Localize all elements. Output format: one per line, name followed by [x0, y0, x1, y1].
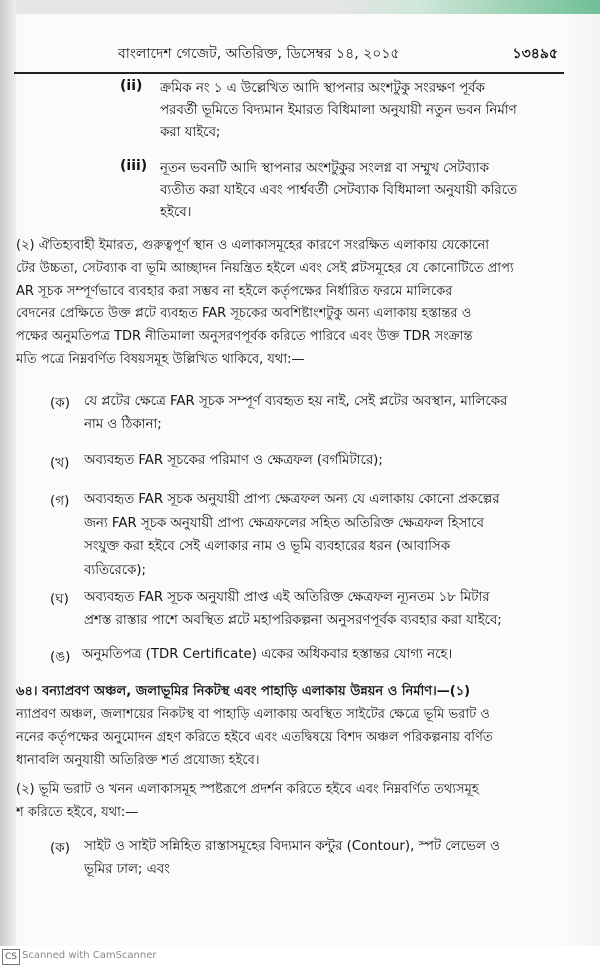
item-ii-text [160, 78, 560, 144]
scanner-caption: Scanned with CamScanner [22, 950, 157, 961]
paragraph-2 [16, 235, 560, 372]
section-heading: ৬৪। বন্যাপ্রবণ অঞ্চল, জলাভূমির নিকটস্থ এবং পাহাড়ি এলাকায় উন্নয়ন ও নির্মাণ।—(১) [16, 684, 471, 699]
text-line: ধানাবলি অনুযায়ী অতিরিক্ত শর্ত প্রযোজ্য হইবে। [16, 753, 260, 768]
item-uma-text [82, 644, 562, 667]
page-header [118, 40, 558, 62]
item-marker-ii: (ii) [120, 78, 143, 94]
scanner-footer [0, 946, 600, 966]
item-ga-text [84, 488, 562, 582]
section-64-paragraph-2 [16, 778, 562, 824]
item-marker-gha: (ঘ) [50, 591, 69, 607]
header-title: বাংলাদেশ গেজেট, অতিরিক্ত, ডিসেম্বর ১৪, ২০১৫ [118, 46, 400, 62]
binding-shadow [0, 0, 16, 966]
text-line: অব্যবহৃত FAR সূচক অনুযায়ী প্রাপ্ত এই অতিরিক্ত ক্ষেত্রফল ন্যূনতম ১৮ মিটার [84, 590, 490, 605]
text-line: জন্য FAR সূচক অনুযায়ী প্রাপ্য ক্ষেত্রফলের সহিত অতিরিক্ত ক্ষেত্রফল হিসাবে [84, 515, 484, 531]
item-marker-uma: (ঙ) [50, 649, 71, 665]
text-line: AR সূচক সম্পূর্ণভাবে ব্যবহার করা সম্ভব না হইলে কর্তৃপক্ষের নির্ধারিত ফরমে মালিকের [16, 283, 453, 299]
text-line: হইবে। [160, 205, 192, 220]
text-line: ননের কর্তৃপক্ষের অনুমোদন গ্রহণ করিতে হইবে এবং এতদ্বিষয়ে বিশদ অঞ্চল পরিকল্পনায় বর্ণিত [16, 730, 493, 745]
camscanner-logo: CS [2, 949, 20, 965]
text-line: ন্যাপ্রবণ অঞ্চল, জলাশয়ের নিকটস্থ বা পাহাড়ি এলাকায় অবস্থিত সাইটের ক্ষেত্রে ভূমি ভরাট ও [16, 707, 490, 722]
header-rule [14, 72, 564, 74]
item-marker-iii: (iii) [120, 158, 148, 174]
item-64-ka-text [84, 835, 562, 881]
text-line: টের উচ্চতা, সেটব্যাক বা ভূমি আচ্ছাদন নিয়ন্ত্রিত হইলে এবং সেই প্লটসমূহের যে কোনোটিতে প্রাপ্য [16, 260, 514, 276]
text-line: বেদনের প্রেক্ষিতে উক্ত প্লটে ব্যবহৃত FAR সূচকের অবশিষ্টাংশটুকু অন্য এলাকায় হস্তান্তর ও [16, 306, 472, 322]
text-line: ব্যতিরেকে); [84, 562, 147, 578]
text-line: পরবর্তী ভূমিতে বিদ্যমান ইমারত বিধিমালা অনুযায়ী নতুন ভবন নির্মাণ [160, 103, 517, 118]
header-page-number: ১৩৪৯৫ [512, 46, 558, 62]
text-line: নূতন ভবনটি আদি স্থাপনার অংশটুকুর সংলগ্ন বা সম্মুখ সেটব্যাক [160, 161, 489, 176]
top-edge [0, 0, 600, 14]
text-line: অব্যবহৃত FAR সূচক অনুযায়ী প্রাপ্য ক্ষেত্রফল অন্য যে এলাকায় কোনো প্রকল্পের [84, 492, 500, 507]
item-marker-kha: (খ) [50, 455, 70, 471]
text-line: নাম ও ঠিকানা; [84, 417, 162, 432]
text-line: যে প্লটের ক্ষেত্রে FAR সূচক সম্পূর্ণ ব্যবহৃত হয় নাই, সেই প্লটের অবস্থান, মালিকের [84, 394, 508, 409]
item-ka-text [84, 390, 562, 436]
text-line: করা যাইবে; [160, 125, 221, 140]
item-marker-64-ka: (ক) [50, 840, 70, 856]
text-line: শ করিতে হইবে, যথা:— [16, 805, 139, 820]
item-iii-text [160, 158, 560, 224]
item-gha-text [84, 586, 562, 632]
text-line: সাইট ও সাইট সন্নিহিত রাস্তাসমূহের বিদ্যমান কন্টুর (Contour), স্পট লেভেল ও [84, 839, 500, 854]
text-line: ক্রমিক নং ১ এ উল্লেখিত আদি স্থাপনার অংশটুকু সংরক্ষণ পূর্বক [160, 81, 485, 96]
text-line: মতি পত্রে নিম্নবর্ণিত বিষয়সমূহ উল্লিখিত থাকিবে, যথা:— [16, 351, 305, 367]
text-line: সংযুক্ত করা হইবে সেই এলাকার নাম ও ভূমি ব্যবহারের ধরন (আবাসিক [84, 539, 450, 554]
item-marker-ga: (গ) [50, 493, 70, 509]
text-line: ব্যতীত করা যাইবে এবং পার্শ্ববর্তী সেটব্যাক বিধিমালা অনুযায়ী করিতে [160, 183, 518, 198]
text-line: ভূমির ঢাল; এবং [84, 862, 170, 877]
text-line: পক্ষের অনুমতিপত্র TDR নীতিমালা অনুসরণপূর্বক করিতে পারিবে এবং উক্ত TDR সংক্রান্ত [16, 329, 473, 345]
text-line: (২) ভূমি ভরাট ও খনন এলাকাসমূহ স্পষ্টরূপে প্রদর্শন করিতে হইবে এবং নিম্নবর্ণিত তথ্যসমূহ [16, 782, 479, 797]
text-line: (২) ঐতিহ্যবাহী ইমারত, গুরুত্বপূর্ণ স্থান ও এলাকাসমূহের কারণে সংরক্ষিত এলাকায় যেকোনো [16, 238, 490, 253]
section-64 [16, 680, 562, 772]
item-marker-ka: (ক) [50, 395, 70, 411]
text-line: অনুমতিপত্র (TDR Certificate) একের অধিকবার হস্তান্তর যোগ্য নহে। [82, 647, 453, 662]
text-line: অব্যবহৃত FAR সূচকের পরিমাণ ও ক্ষেত্রফল (বর্গমিটারে); [84, 453, 383, 468]
item-kha-text [84, 450, 562, 473]
text-line: প্রশস্ত রাস্তার পাশে অবস্থিত প্লটে মহাপরিকল্পনা অনুসরণপূর্বক ব্যবহার করা যাইবে; [84, 613, 502, 628]
